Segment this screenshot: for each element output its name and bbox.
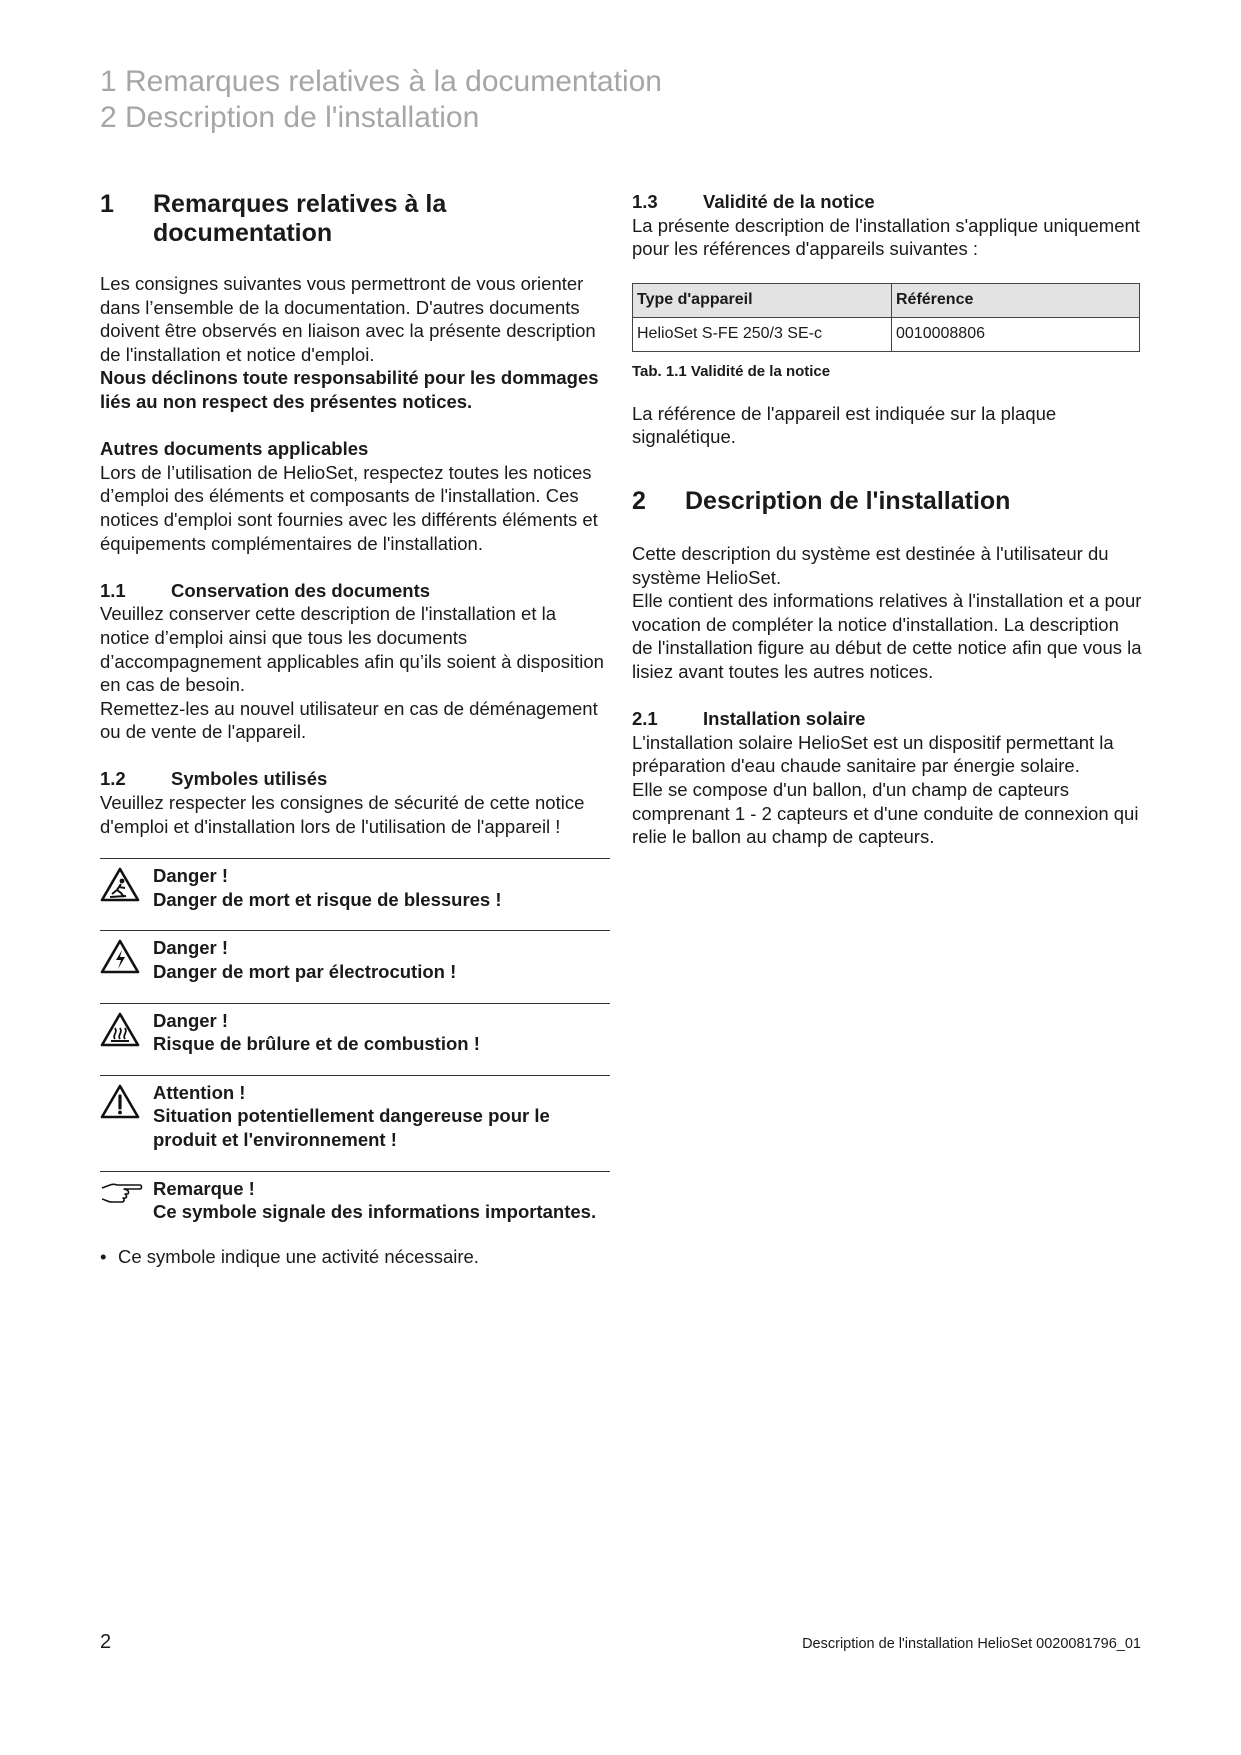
header-line-1: 1 Remarques relatives à la documentation: [100, 65, 662, 98]
section-number: 1.1: [100, 579, 126, 601]
paragraph: Elle se compose d'un ballon, d'un champ de capteurs comprenant 1 - 2 capteurs et d'une conduite de connexion qui relie le ballon au champ de capteurs.: [632, 778, 1139, 848]
section-title: Remarques relatives à la documentation: [153, 190, 447, 247]
paragraph: Les consignes suivantes vous permettront de vous orienter dans l’ensemble de la documentation. D'autres documents doivent être observés en liaison avec la présente description de l'installation et notice d'emploi.: [100, 273, 596, 365]
warning-block: [100, 1003, 610, 1075]
table-cell: HelioSet S-FE 250/3 SE-c: [633, 317, 892, 351]
section-number: 2.1: [632, 708, 658, 730]
section-1-3-heading: [632, 190, 1144, 214]
note-text: Ce symbole signale des informations importantes.: [153, 1201, 597, 1223]
section-number: 1.3: [632, 191, 658, 212]
validity-table: [632, 283, 1140, 352]
page-header: [100, 64, 662, 136]
section-number: 2: [632, 486, 646, 515]
subheading: Autres documents applicables: [100, 438, 369, 460]
paragraph: Veuillez respecter les consignes de sécurité de cette notice d'emploi et d'installation lors de l'utilisation de l'appareil !: [100, 792, 585, 837]
section-title: Validité de la notice: [703, 191, 875, 212]
paragraph: Veuillez conserver cette description de l'installation et la notice d’emploi ainsi que tous les documents d’accompagnement applicables afin qu’ils soient à disposition en cas de besoin.: [100, 603, 604, 696]
paragraph: Lors de l’utilisation de HelioSet, respectez toutes les notices d’emploi des éléments et composants de l'installation. Ces notices d'emploi sont fournies avec les différents éléments et équipements complémentaires de l'installation.: [100, 461, 598, 554]
section-1-1-heading: [100, 579, 610, 603]
page-number: 2: [100, 1631, 112, 1653]
table-row: [633, 317, 1140, 351]
table-caption: Tab. 1.1 Validité de la notice: [632, 362, 831, 380]
header-line-2: 2 Description de l'installation: [100, 101, 480, 134]
pointing-hand-icon: [100, 1177, 153, 1224]
section-1-2-heading: [100, 767, 610, 791]
hot-surface-icon: [100, 1009, 153, 1056]
bullet-text: Ce symbole indique une activité nécessaire.: [118, 1245, 479, 1267]
paragraph: Elle contient des informations relatives à l'installation et a pour vocation de compléter la notice d'installation. La description de l'installation figure au début de cette notice afin que vous la lisiez avant toutes les autres notices.: [632, 590, 1142, 682]
footer-doc-reference: Description de l'installation HelioSet 0020081796_01: [802, 1636, 1141, 1652]
note-block: [100, 1171, 610, 1243]
right-column: [632, 190, 1144, 849]
warning-text: Situation potentiellement dangereuse pour le produit et l'environnement !: [153, 1105, 550, 1150]
table-cell: 0010008806: [892, 317, 1140, 351]
section-title: Description de l'installation: [685, 486, 1011, 515]
table-header: Type d'appareil: [633, 283, 892, 317]
paragraph: Remettez-les au nouvel utilisateur en cas de déménagement ou de vente de l'appareil.: [100, 697, 598, 743]
disclaimer: Nous déclinons toute responsabilité pour les dommages liés au non respect des présentes notices.: [100, 367, 599, 412]
bullet-icon: •: [100, 1245, 107, 1267]
warning-title: Danger !: [153, 937, 229, 959]
paragraph: La référence de l'appareil est indiquée sur la plaque signalétique.: [632, 402, 1057, 448]
warning-text: Danger de mort et risque de blessures !: [153, 888, 502, 910]
danger-person-icon: [100, 864, 153, 911]
table-header-row: [633, 283, 1140, 317]
paragraph: Cette description du système est destinée à l'utilisateur du système HelioSet.: [632, 542, 1109, 588]
warning-title: Danger !: [153, 865, 229, 887]
exclamation-warning-icon: [100, 1081, 153, 1152]
warning-text: Danger de mort par électrocution !: [153, 961, 457, 983]
section-number: 1: [100, 190, 114, 218]
warning-text: Risque de brûlure et de combustion !: [153, 1033, 480, 1055]
warning-block: [100, 930, 610, 1002]
section-title: Conservation des documents: [171, 579, 431, 601]
table-header: Référence: [892, 283, 1140, 317]
section-1-heading: [100, 190, 610, 248]
section-number: 1.2: [100, 768, 126, 790]
section-title: Symboles utilisés: [171, 768, 328, 790]
electric-shock-icon: [100, 936, 153, 983]
section-2-1-heading: [632, 707, 1144, 731]
section-title: Installation solaire: [703, 708, 866, 730]
warning-title: Attention !: [153, 1081, 246, 1103]
bullet-item: [100, 1245, 610, 1269]
note-title: Remarque !: [153, 1177, 255, 1199]
warning-block: [100, 858, 610, 930]
paragraph: La présente description de l'installation s'applique uniquement pour les références d'appareils suivantes :: [632, 214, 1140, 260]
section-2-heading: [632, 487, 1144, 516]
left-column: [100, 190, 610, 1268]
warning-title: Danger !: [153, 1009, 229, 1031]
warning-block: [100, 1075, 610, 1171]
paragraph: L'installation solaire HelioSet est un dispositif permettant la préparation d'eau chaude sanitaire par énergie solaire.: [632, 731, 1114, 777]
